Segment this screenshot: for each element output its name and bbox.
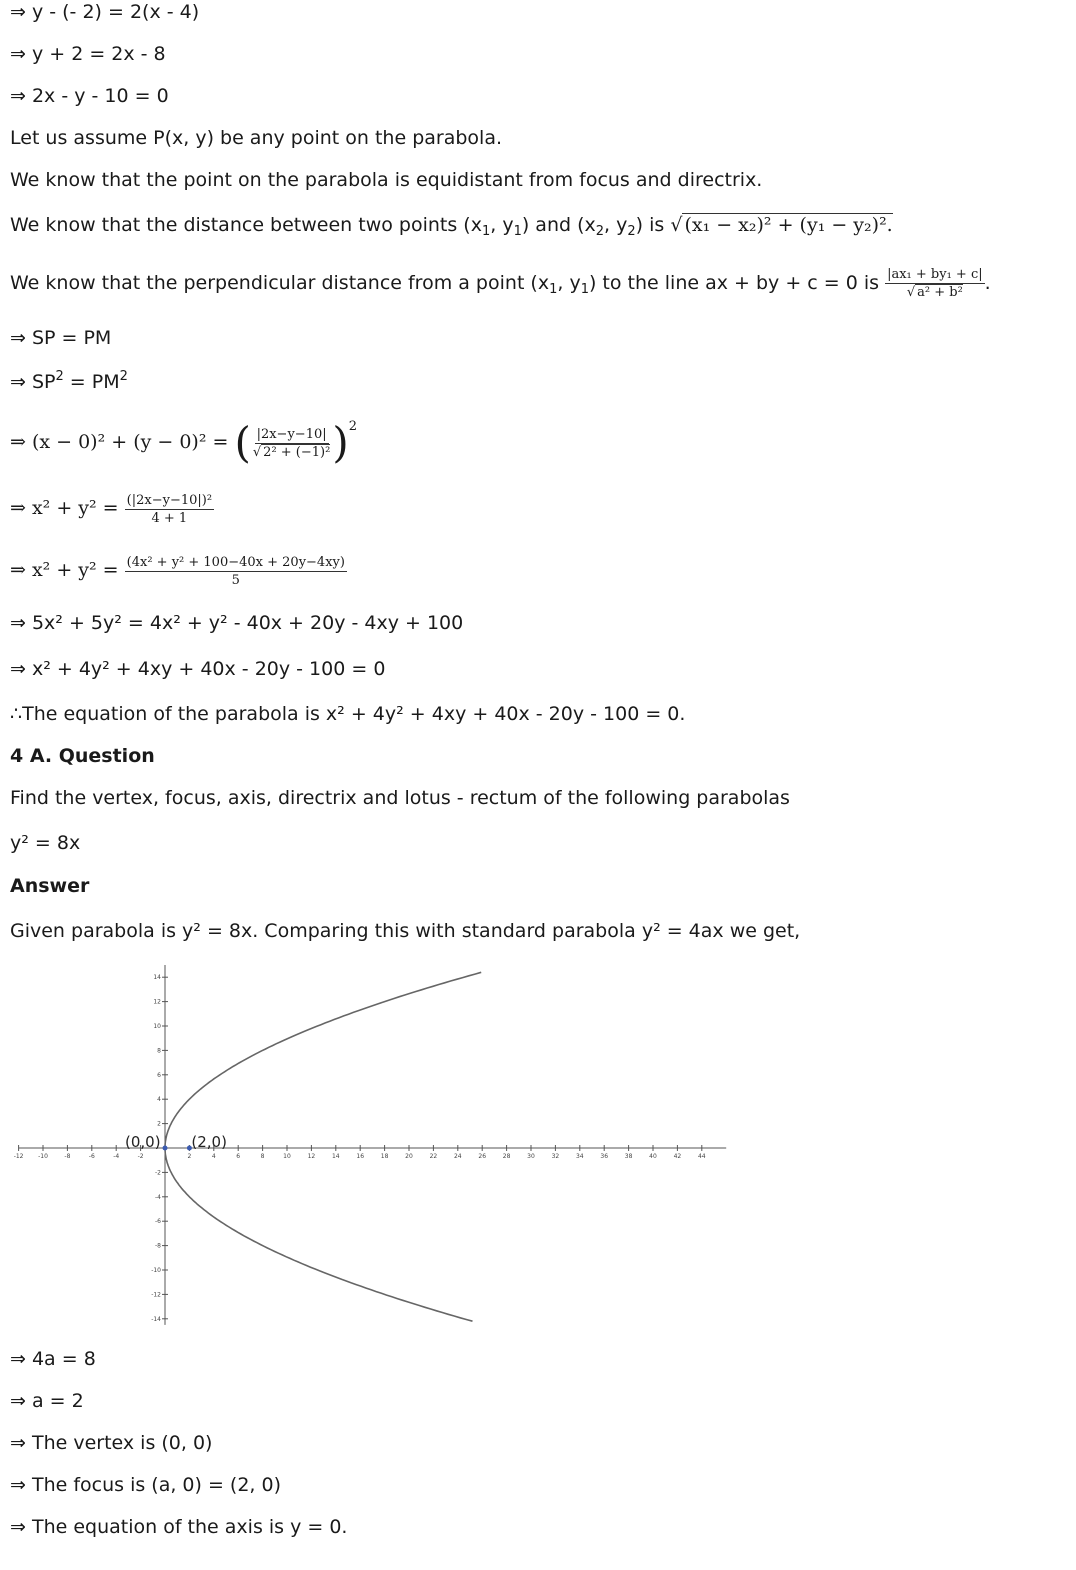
sp2-pm2-line: ⇒ $SP^2 = PM^2$ xyxy=(10,369,128,393)
x-tick-label: 44 xyxy=(697,1153,706,1160)
x-tick-label: 36 xyxy=(600,1153,609,1160)
x-tick-label: 32 xyxy=(551,1153,560,1160)
distance-formula-text: We know that the distance between two points ($x_1$, $y_1$) and ($x_2$, $y_2$) is √ (x₁ − x₂)² + (y₁ − y₂)². xyxy=(10,214,893,239)
assume-text: Let us assume P(x, y) be any point on the parabola. xyxy=(10,127,503,149)
perpendicular-distance-formula: $\frac{\text{|ax₁ + by₁ + c|}}{\text{√ a² + b²}}$ xyxy=(887,267,983,300)
x-tick-label: -6 xyxy=(88,1153,95,1160)
answer-step-2: ⇒ a = 2 xyxy=(10,1390,84,1412)
y-tick-label: -6 xyxy=(155,1218,161,1226)
y-tick-label: -2 xyxy=(155,1169,161,1177)
question-heading: 4 A. Question xyxy=(10,745,155,767)
vertex-text: ⇒ The vertex is (0, 0) xyxy=(10,1432,213,1454)
point-label: (2,0) xyxy=(191,1133,227,1151)
y-tick-label: 2 xyxy=(157,1120,161,1128)
question-equation: y² = 8x xyxy=(10,832,81,854)
x-tick-label: 38 xyxy=(624,1153,633,1160)
step-line-1: ⇒ y - (- 2) = 2(x - 4) xyxy=(10,1,200,23)
perpendicular-distance-text: We know that the perpendicular distance from a point ($x_1$, $y_1$) to the line ax + by + c = 0 is $\frac{\text{|ax₁ + by₁ + c|}}{\text{√ a² + b²}}$ . xyxy=(10,267,991,300)
y-tick-label: -4 xyxy=(155,1193,161,1201)
step-line-3: ⇒ 2x - y - 10 = 0 xyxy=(10,85,169,107)
x-tick-label: 10 xyxy=(283,1153,291,1160)
y-tick-label: -12 xyxy=(151,1291,161,1299)
answer-heading: Answer xyxy=(10,875,90,897)
distance-formula: √ (x₁ − x₂)² + (y₁ − y₂)². xyxy=(670,214,893,236)
y-tick-label: 10 xyxy=(153,1023,161,1030)
x-tick-label: 22 xyxy=(429,1153,438,1160)
sp-pm-line: ⇒ SP = PM xyxy=(10,327,112,349)
x-tick-label: 42 xyxy=(673,1153,682,1160)
x-tick-label: 14 xyxy=(331,1153,340,1160)
x-tick-label: 26 xyxy=(478,1153,487,1160)
x-tick-label: -8 xyxy=(64,1153,71,1160)
equidistant-text: We know that the point on the parabola is equidistant from focus and directrix. xyxy=(10,169,763,191)
x-tick-label: 12 xyxy=(307,1153,316,1160)
expanded-equation-2: ⇒ x² + y² = $\frac{\text{(4x² + y² + 100−40x + 20y−4xy)}}{5}$ xyxy=(10,554,345,588)
x-tick-label: 2 xyxy=(187,1153,192,1160)
point-marker xyxy=(163,1146,168,1151)
y-tick-label: -8 xyxy=(155,1242,161,1250)
y-tick-label: 14 xyxy=(153,974,161,982)
x-tick-label: 18 xyxy=(380,1153,389,1160)
x-tick-label: 8 xyxy=(260,1153,265,1160)
answer-step-1: ⇒ 4a = 8 xyxy=(10,1348,96,1370)
y-tick-label: -14 xyxy=(151,1315,161,1323)
question-text: Find the vertex, focus, axis, directrix and lotus - rectum of the following parabolas xyxy=(10,787,790,809)
x-tick-label: 24 xyxy=(453,1153,462,1160)
answer-intro: Given parabola is y² = 8x. Comparing this with standard parabola y² = 4ax we get, xyxy=(10,920,801,942)
y-tick-label: 8 xyxy=(157,1047,161,1055)
y-tick-label: -10 xyxy=(151,1267,161,1274)
y-tick-label: 4 xyxy=(157,1096,161,1104)
y-tick-label: 12 xyxy=(153,998,161,1006)
x-tick-label: 20 xyxy=(405,1153,413,1160)
step-line-14: ⇒ x² + 4y² + 4xy + 40x - 20y - 100 = 0 xyxy=(10,658,386,680)
x-tick-label: -2 xyxy=(137,1153,144,1160)
x-tick-label: -12 xyxy=(13,1153,24,1160)
focus-text: ⇒ The focus is (a, 0) = (2, 0) xyxy=(10,1474,282,1496)
parabola-graph xyxy=(0,955,760,1335)
distance-equation: ⇒ (x − 0)² + (y − 0)² = ( $\frac{|2x-y-10|}{\text{√ 2² + (−1)²}}$ )$^2$ xyxy=(10,418,358,467)
step-line-2: ⇒ y + 2 = 2x - 8 xyxy=(10,43,166,65)
x-tick-label: 40 xyxy=(649,1153,657,1160)
step-line-13: ⇒ 5x² + 5y² = 4x² + y² - 40x + 20y - 4xy + 100 xyxy=(10,612,464,634)
expanded-equation-1: ⇒ x² + y² = $\frac{\text{(|2x−y−10|)²}}{4 + 1}$ xyxy=(10,492,213,526)
point-label: (0,0) xyxy=(125,1133,161,1151)
conclusion-text: ∴The equation of the parabola is x² + 4y² + 4xy + 40x - 20y - 100 = 0. xyxy=(10,703,686,725)
x-tick-label: 4 xyxy=(211,1153,216,1160)
x-tick-label: 6 xyxy=(236,1153,241,1160)
x-tick-label: 30 xyxy=(527,1153,535,1160)
x-tick-label: -10 xyxy=(38,1153,48,1160)
x-tick-label: -4 xyxy=(113,1153,120,1160)
x-tick-label: 34 xyxy=(575,1153,584,1160)
x-tick-label: 16 xyxy=(356,1153,365,1160)
axis-text: ⇒ The equation of the axis is y = 0. xyxy=(10,1516,348,1538)
y-tick-label: 6 xyxy=(157,1071,161,1079)
x-tick-label: 28 xyxy=(502,1153,511,1160)
